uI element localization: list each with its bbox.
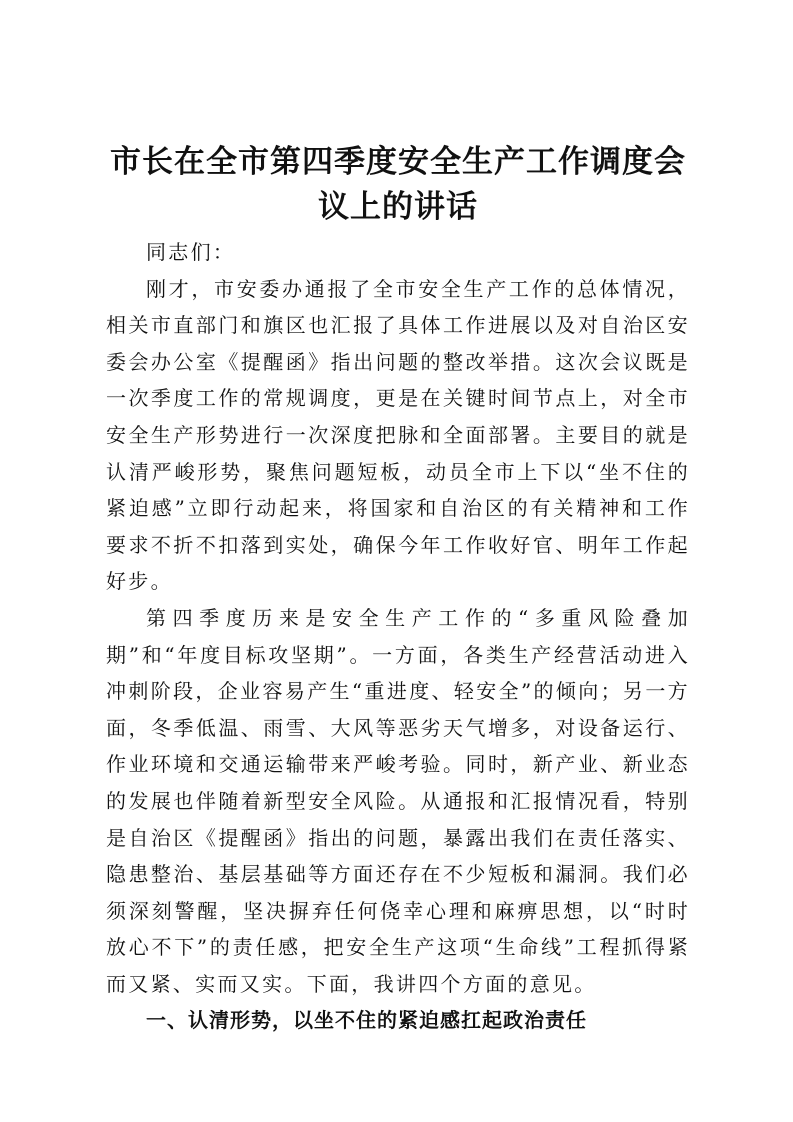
body-paragraph-2: 第四季度历来是安全生产工作的“多重风险叠加期”和“年度目标攻坚期”。一方面，各类生产经营活动进入冲刺阶段，企业容易产生“重进度、轻安全”的倾向；另一方面，冬季低温、雨雪、大风等恶劣天气增多，对设备运行、作业环境和交通运输带来严峻考验。同时，新产业、新业态的发展也伴随着新型安全风险。从通报和汇报情况看，特别是自治区《提醒函》指出的问题，暴露出我们在责任落实、隐患整治、基层基础等方面还存在不少短板和漏洞。我们必须深刻警醒，坚决摒弃任何侥幸心理和麻痹思想，以“时时放心不下”的责任感，把安全生产这项“生命线”工程抓得紧而又紧、实而又实。下面，我讲四个方面的意见。 [106,605,690,996]
document-title: 市长在全市第四季度安全生产工作调度会议上的讲话 [110,144,686,225]
salutation: 同志们： [146,240,236,264]
body-paragraph-1: 刚才，市安委办通报了全市安全生产工作的总体情况，相关市直部门和旗区也汇报了具体工作进展以及对自治区安委会办公室《提醒函》指出问题的整改举措。这次会议既是一次季度工作的常规调度，更是在关键时间节点上，对全市安全生产形势进行一次深度把脉和全面部署。主要目的就是认清严峻形势，聚焦问题短板，动员全市上下以“坐不住的紧迫感”立即行动起来，将国家和自治区的有关精神和工作要求不折不扣落到实处，确保今年工作收好官、明年工作起好步。 [106,276,690,594]
section-heading: 一、认清形势，以坐不住的紧迫感扛起政治责任 [146,1008,587,1033]
document-page [106,140,690,1039]
